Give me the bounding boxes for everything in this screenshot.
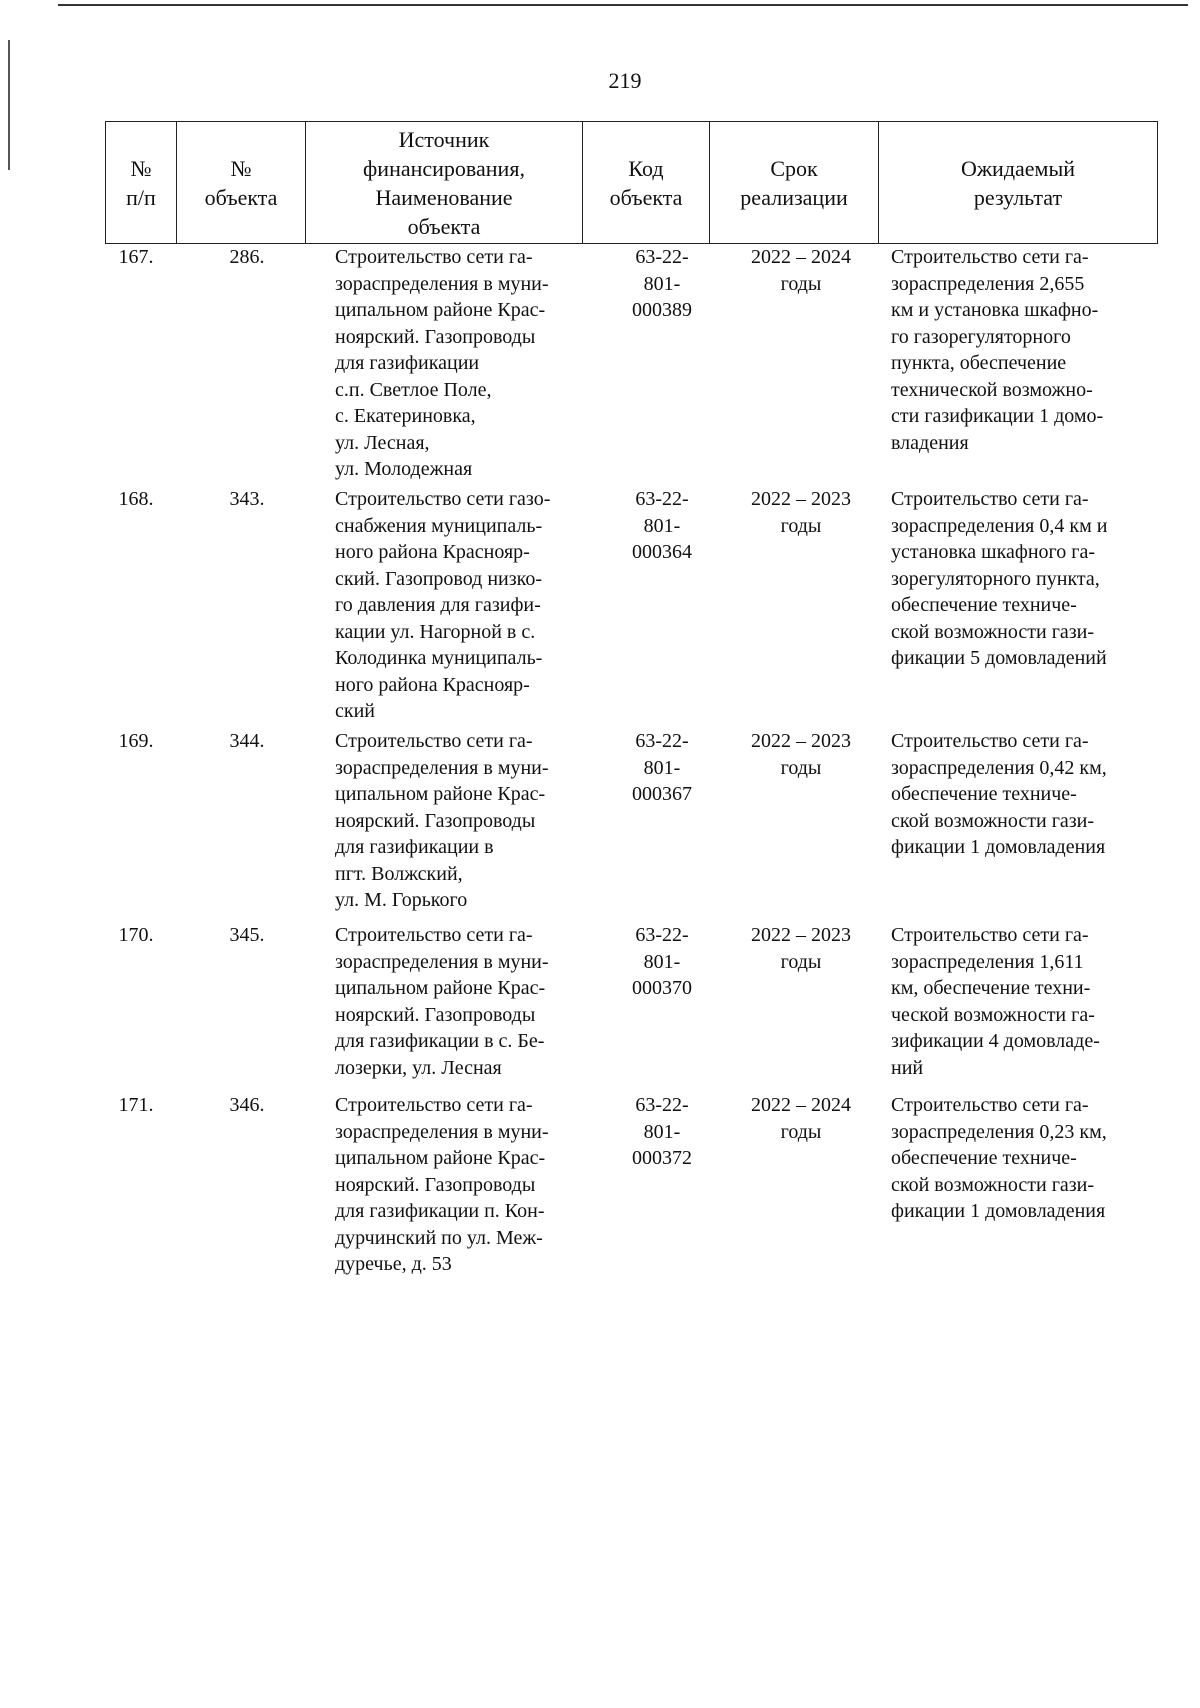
text-line: 2022 – 2024	[751, 246, 851, 268]
text-line: 801-	[643, 950, 681, 973]
text-line: ноярский. Газопроводы	[335, 1173, 536, 1196]
text-line: ноярский. Газопроводы	[335, 1003, 536, 1026]
text-line: Строительство сети га-	[335, 1094, 533, 1116]
row-term	[721, 244, 881, 486]
text-line: ул. Лесная,	[335, 431, 430, 454]
header-term	[710, 122, 879, 244]
text-line: 000370	[632, 977, 692, 999]
text-line: обеспечение техниче-	[891, 783, 1077, 805]
text-line: 2022 – 2023	[751, 924, 851, 946]
text-line: ской возможности гази-	[891, 1173, 1095, 1196]
header-np	[106, 122, 177, 244]
text-line: Строительство сети га-	[335, 924, 533, 946]
text-line: пункта, обеспечение	[891, 352, 1067, 374]
row-source	[327, 1092, 603, 1282]
text-line: ул. М. Горького	[335, 889, 468, 911]
row-code	[603, 728, 721, 922]
text-line: 63-22-	[635, 730, 689, 752]
text-line: с.п. Светлое Поле,	[335, 378, 492, 401]
text-line: 63-22-	[635, 924, 689, 946]
text-line: 801-	[643, 756, 681, 779]
text-line: ский. Газопровод низко-	[335, 567, 543, 590]
text-line: владения	[891, 431, 969, 454]
text-line: Строительство сети га-	[891, 246, 1089, 268]
text-line: Строительство сети га-	[891, 924, 1089, 946]
table-row	[105, 486, 1161, 728]
text-line: ской возможности гази-	[891, 620, 1095, 643]
text-line: установка шкафного га-	[891, 541, 1095, 563]
text-line: объекта	[407, 213, 481, 239]
row-term	[721, 922, 881, 1092]
row-object-number: 344.	[229, 730, 265, 752]
text-line: 000367	[632, 783, 692, 805]
row-source	[327, 728, 603, 922]
row-np: 167.	[118, 246, 154, 268]
text-line: ноярский. Газопроводы	[335, 809, 536, 832]
text-line: №	[230, 155, 252, 181]
text-line: 63-22-	[635, 1094, 689, 1116]
text-line: для газификации в с. Бе-	[335, 1030, 545, 1052]
row-code	[603, 486, 721, 728]
text-line: обеспечение техниче-	[891, 1147, 1077, 1169]
text-line: Строительство сети га-	[891, 488, 1089, 510]
text-line: ципальном районе Крас-	[335, 977, 546, 999]
text-line: технической возможно-	[891, 378, 1093, 401]
text-line: годы	[780, 756, 822, 779]
text-line: дуречье, д. 53	[335, 1253, 452, 1275]
text-line: ский	[335, 700, 375, 722]
row-result	[881, 922, 1161, 1092]
text-line: дурчинский по ул. Меж-	[335, 1226, 543, 1249]
text-line: зораспределения в муни-	[335, 1120, 549, 1143]
text-line: п/п	[126, 184, 156, 210]
row-term	[721, 728, 881, 922]
text-line: зораспределения в муни-	[335, 272, 549, 295]
text-line: годы	[780, 514, 822, 537]
text-line: ний	[891, 1056, 924, 1079]
text-line: 000364	[632, 541, 692, 563]
text-line: 801-	[643, 1120, 681, 1143]
header-object-number	[177, 122, 306, 244]
text-line: Источник	[398, 126, 490, 152]
row-term	[721, 1092, 881, 1282]
text-line: 000372	[632, 1147, 692, 1169]
text-line: зораспределения 2,655	[891, 272, 1085, 295]
text-line: зораспределения 0,4 км и	[891, 514, 1108, 537]
text-line: Код	[628, 155, 664, 181]
text-line: с. Екатериновка,	[335, 405, 476, 427]
text-line: Строительство сети га-	[335, 246, 533, 268]
text-line: 63-22-	[635, 488, 689, 510]
text-line: зорегуляторного пункта,	[891, 567, 1100, 590]
text-line: Наименование	[375, 184, 513, 210]
scan-edge-top	[58, 4, 1188, 6]
table-body	[105, 244, 1161, 1282]
text-line: зораспределения 1,611	[891, 950, 1084, 973]
text-line: 801-	[643, 514, 681, 537]
text-line: обеспечение техниче-	[891, 594, 1077, 616]
row-term	[721, 486, 881, 728]
text-line: для газификации	[335, 352, 480, 374]
text-line: финансирования,	[363, 155, 525, 181]
text-line: кации ул. Нагорной в с.	[335, 620, 536, 643]
row-result	[881, 1092, 1161, 1282]
header-code	[583, 122, 710, 244]
row-object-number: 345.	[229, 924, 265, 946]
text-line: Строительство сети газо-	[335, 488, 551, 510]
text-line: Колодинка муниципаль-	[335, 647, 543, 669]
table-row	[105, 244, 1161, 486]
text-line: Ожидаемый	[960, 155, 1076, 181]
text-line: зораспределения 0,42 км,	[891, 756, 1107, 779]
text-line: 000389	[632, 299, 692, 321]
text-line: 2022 – 2024	[751, 1094, 851, 1116]
header-source	[306, 122, 583, 244]
row-source	[327, 244, 603, 486]
text-line: 801-	[643, 272, 681, 295]
text-line: для газификации п. Кон-	[335, 1200, 545, 1222]
row-result	[881, 244, 1161, 486]
row-result	[881, 486, 1161, 728]
text-line: ципальном районе Крас-	[335, 1147, 546, 1169]
text-line: зораспределения в муни-	[335, 756, 549, 779]
text-line: результат	[973, 184, 1063, 210]
row-result	[881, 728, 1161, 922]
row-source	[327, 486, 603, 728]
text-line: ноярский. Газопроводы	[335, 325, 536, 348]
text-line: Строительство сети га-	[891, 730, 1089, 752]
table-row	[105, 922, 1161, 1092]
text-line: 2022 – 2023	[751, 730, 851, 752]
text-line: фикации 1 домовладения	[891, 1200, 1106, 1222]
text-line: ного района Краснояр-	[335, 541, 530, 563]
text-line: ного района Краснояр-	[335, 673, 530, 696]
text-line: годы	[780, 272, 822, 295]
row-object-number: 343.	[229, 488, 265, 510]
text-line: зификации 4 домовладе-	[891, 1030, 1100, 1052]
row-np: 168.	[118, 488, 154, 510]
header-result	[879, 122, 1158, 244]
row-np: 169.	[118, 730, 154, 752]
page-number: 219	[608, 68, 642, 93]
text-line: ципальном районе Крас-	[335, 783, 546, 805]
row-code	[603, 922, 721, 1092]
text-line: сти газификации 1 домо-	[891, 405, 1104, 427]
text-line: фикации 1 домовладения	[891, 836, 1106, 858]
text-line: объекта	[204, 184, 278, 210]
text-line: ципальном районе Крас-	[335, 299, 546, 321]
row-np: 171.	[118, 1094, 154, 1116]
text-line: го газорегуляторного	[891, 325, 1071, 348]
text-line: для газификации в	[335, 836, 494, 858]
row-np: 170.	[118, 924, 154, 946]
row-code	[603, 1092, 721, 1282]
text-line: ской возможности гази-	[891, 809, 1095, 832]
text-line: 2022 – 2023	[751, 488, 851, 510]
text-line: ул. Молодежная	[335, 458, 473, 480]
text-line: Строительство сети га-	[335, 730, 533, 752]
text-line: реализации	[740, 184, 848, 210]
text-line: снабжения муниципаль-	[335, 514, 543, 537]
text-line: лозерки, ул. Лесная	[335, 1056, 502, 1079]
row-source	[327, 922, 603, 1092]
text-line: го давления для газифи-	[335, 594, 541, 616]
row-object-number: 346.	[229, 1094, 265, 1116]
table-header	[105, 121, 1158, 244]
text-line: фикации 5 домовладений	[891, 647, 1107, 669]
text-line: км, обеспечение техни-	[891, 977, 1091, 999]
text-line: годы	[780, 950, 822, 973]
text-line: Строительство сети га-	[891, 1094, 1089, 1116]
table-row	[105, 1092, 1161, 1282]
text-line: зораспределения 0,23 км,	[891, 1120, 1107, 1143]
row-object-number: 286.	[229, 246, 265, 268]
row-code	[603, 244, 721, 486]
text-line: Срок	[770, 155, 818, 181]
text-line: зораспределения в муни-	[335, 950, 549, 973]
text-line: ческой возможности га-	[891, 1003, 1095, 1026]
text-line: км и установка шкафно-	[891, 299, 1099, 321]
table-row	[105, 728, 1161, 922]
program-table	[105, 121, 1161, 1282]
text-line: объекта	[609, 184, 683, 210]
text-line: 63-22-	[635, 246, 689, 268]
scan-edge-left	[8, 40, 10, 170]
text-line: №	[130, 155, 152, 181]
text-line: пгт. Волжский,	[335, 862, 463, 885]
text-line: годы	[780, 1120, 822, 1143]
